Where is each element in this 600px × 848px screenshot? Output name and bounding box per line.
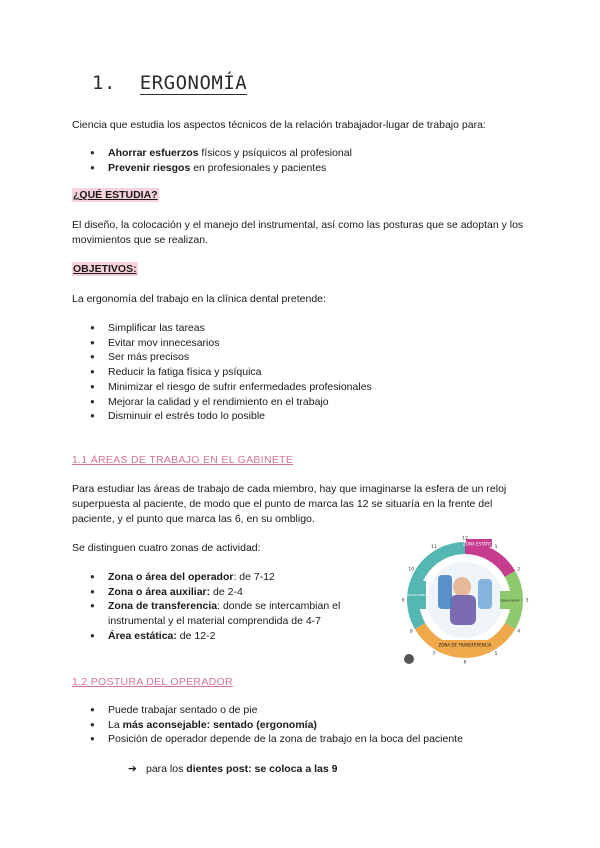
list-item: ● La más aconsejable: sentado (ergonomía) <box>72 718 392 733</box>
list-item: ● Mejorar la calidad y el rendimiento en el trabajo <box>72 395 392 410</box>
intro-bullet-list <box>72 146 392 175</box>
assistant-figure <box>478 579 492 609</box>
clock-hour-label: 4 <box>517 629 521 635</box>
objetivos-heading: OBJETIVOS: <box>73 263 137 275</box>
list-item: ● Posición de operador depende de la zona de trabajo en la boca del paciente <box>72 732 568 747</box>
zone-label-transfer: ZONA DE TRANSFERENCIA <box>438 642 492 648</box>
areas-heading: 1.1 ÁREAS DE TRABAJO EN EL GABINETE <box>72 454 294 466</box>
que-estudia-heading: ¿QUÉ ESTUDIA? <box>73 189 158 201</box>
clock-hour-label: 12 <box>462 536 468 542</box>
play-icon <box>404 654 414 664</box>
arrow-note: ➔ para los dientes post: se coloca a las 9 <box>128 763 338 775</box>
zones-list <box>72 570 392 644</box>
list-item: ● Puede trabajar sentado o de pie <box>72 703 392 718</box>
list-item: ● Evitar mov innecesarios <box>72 336 392 351</box>
list-item: ● Área estática: de 12-2 <box>72 629 392 644</box>
clock-hour-label: 10 <box>408 567 415 573</box>
zones-intro: Se distinguen cuatro zonas de actividad: <box>72 542 261 554</box>
title-text: ERGONOMÍA <box>139 72 248 94</box>
clock-zones-diagram <box>400 535 530 665</box>
postura-list <box>72 703 463 747</box>
clock-hour-label: 9 <box>401 598 405 604</box>
clock-hour-label: 11 <box>431 544 437 550</box>
list-item: ● Zona o área del operador: de 7-12 <box>72 570 392 585</box>
arrow-icon: ➔ <box>128 763 137 775</box>
list-item: ● Disminuir el estrés todo lo posible <box>72 409 392 424</box>
list-item: ● Prevenir riesgos en profesionales y pacientes <box>72 161 392 176</box>
clock-hour-label: 7 <box>432 652 436 658</box>
areas-text: Para estudiar las áreas de trabajo de cada miembro, hay que imaginarse la esfera de un reloj superpuesta al paciente, de modo que el punto de marca las 12 se situaría en la frente del paciente, y el punto que marca las 6, en su ombligo. <box>72 483 507 525</box>
list-item: ● Ser más precisos <box>72 350 392 365</box>
page-title <box>92 72 247 94</box>
zone-label-static: ZONA ESTÁTICA <box>463 541 495 547</box>
clock-hour-label: 5 <box>494 652 498 658</box>
list-item: ● Minimizar el riesgo de sufrir enfermedades profesionales <box>72 380 392 395</box>
patient-body <box>450 595 476 625</box>
list-item: ● Zona o área auxiliar: de 2-4 <box>72 585 392 600</box>
list-item: ● Zona de transferencia: donde se intercambian el instrumental y el material comprendida de 4-7 <box>72 599 392 628</box>
objetivos-intro: La ergonomía del trabajo en la clínica dental pretende: <box>72 293 326 305</box>
patient-head <box>453 577 471 597</box>
clock-hour-label: 6 <box>463 660 467 665</box>
intro-paragraph: Ciencia que estudia los aspectos técnicos de la relación trabajador-lugar de trabajo para: <box>72 119 486 131</box>
clock-hour-label: 3 <box>525 598 529 604</box>
zone-label-operator: ZONA DEL OPERADOR <box>404 594 432 597</box>
title-number: 1. <box>92 72 116 94</box>
objetivos-list <box>72 321 392 424</box>
clock-hour-label: 8 <box>409 629 413 635</box>
que-estudia-text: El diseño, la colocación y el manejo del instrumental, así como las posturas que se adoptan y los movimientos que se realizan. <box>72 219 524 246</box>
operator-figure <box>438 575 452 609</box>
list-item: ● Reducir la fatiga física y psíquica <box>72 365 392 380</box>
list-item: ● Ahorrar esfuerzos físicos y psíquicos al profesional <box>72 146 392 161</box>
list-item: ● Simplificar las tareas <box>72 321 392 336</box>
clock-hour-label: 1 <box>494 544 498 550</box>
clock-hour-label: 2 <box>517 567 521 573</box>
postura-heading: 1.2 POSTURA DEL OPERADOR <box>72 676 233 688</box>
zone-label-auxiliary: ZONA AUXILIAR <box>500 599 520 603</box>
